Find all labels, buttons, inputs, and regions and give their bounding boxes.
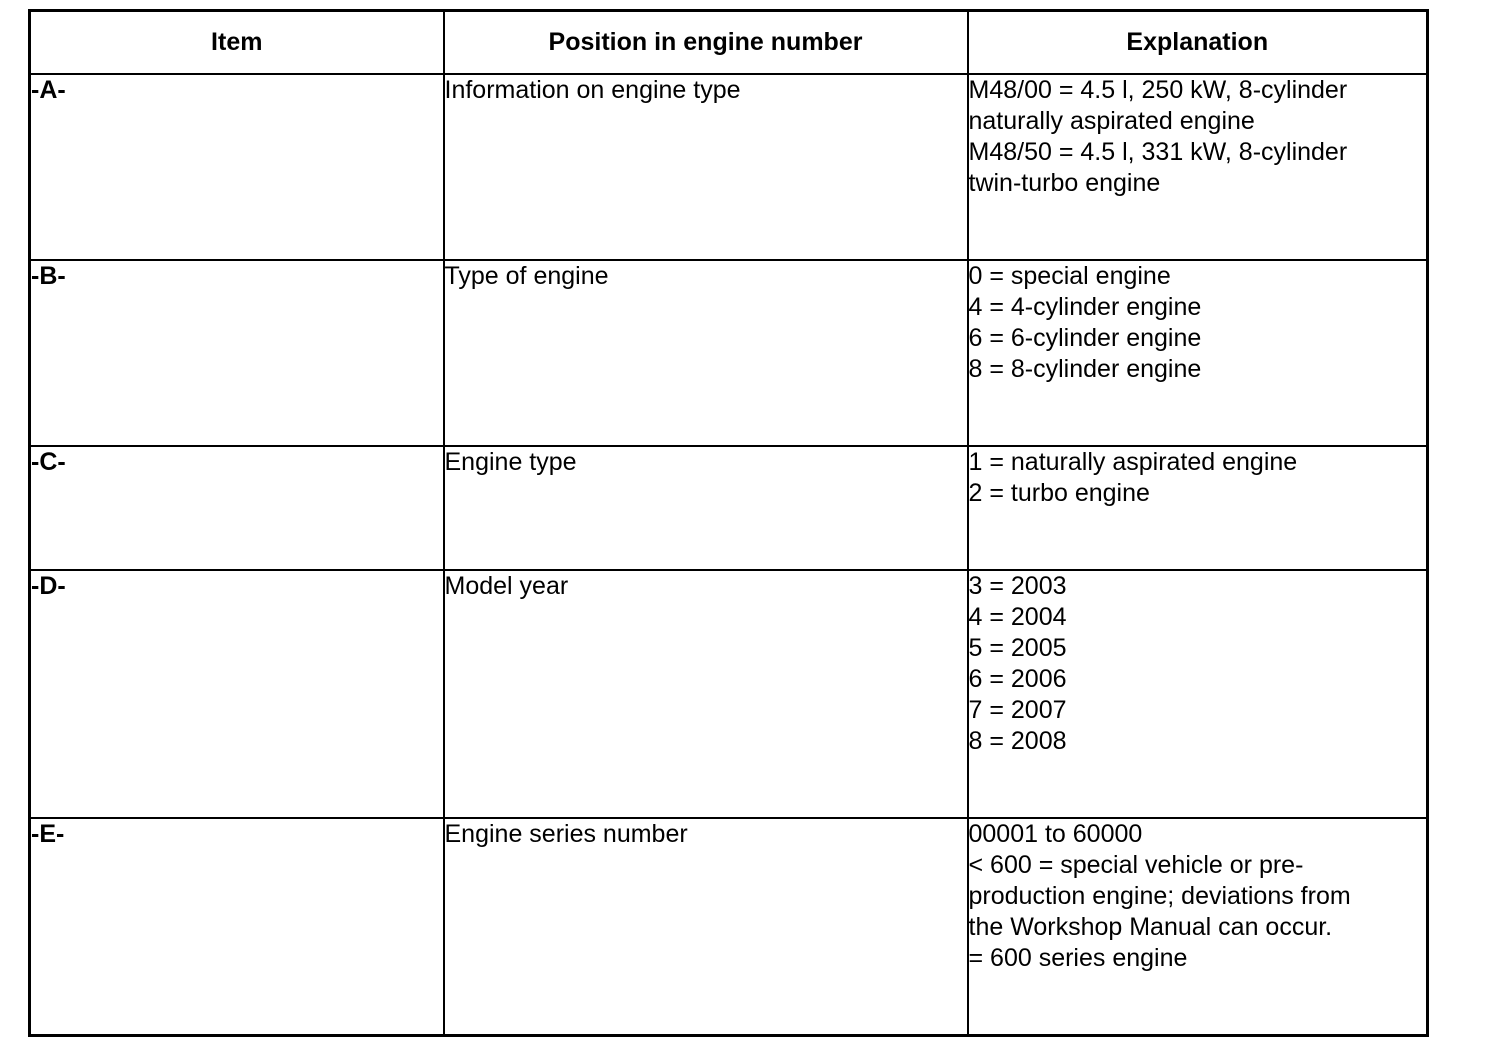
explanation-line: 1 = naturally aspirated engine <box>968 448 1298 476</box>
header-item: Item <box>30 11 444 75</box>
explanation-line: the Workshop Manual can occur. <box>968 913 1333 941</box>
explanation-line: M48/50 = 4.5 l, 331 kW, 8-cylinder <box>968 138 1348 166</box>
explanation-line: < 600 = special vehicle or pre- <box>968 851 1304 879</box>
explanation-cell <box>968 260 1428 446</box>
explanation-line: twin-turbo engine <box>968 169 1161 197</box>
explanation-cell <box>968 818 1428 1036</box>
explanation-line: 4 = 4-cylinder engine <box>968 293 1202 321</box>
explanation-line: M48/00 = 4.5 l, 250 kW, 8-cylinder <box>968 76 1348 104</box>
engine-number-table <box>28 9 1429 1037</box>
explanation-line: 7 = 2007 <box>968 696 1067 724</box>
table-row <box>30 818 1428 1036</box>
explanation-line: 3 = 2003 <box>968 572 1067 600</box>
position-cell: Information on engine type <box>444 74 968 260</box>
explanation-line: 4 = 2004 <box>968 603 1067 631</box>
item-cell: -D- <box>30 570 444 818</box>
explanation-line: 00001 to 60000 <box>968 820 1143 848</box>
explanation-line: 2 = turbo engine <box>968 479 1150 507</box>
item-cell: -B- <box>30 260 444 446</box>
position-cell: Engine type <box>444 446 968 570</box>
table-row <box>30 570 1428 818</box>
item-cell: -C- <box>30 446 444 570</box>
explanation-line: 6 = 2006 <box>968 665 1067 693</box>
header-explanation: Explanation <box>968 11 1428 75</box>
explanation-cell <box>968 570 1428 818</box>
header-position: Position in engine number <box>444 11 968 75</box>
explanation-line: 0 = special engine <box>968 262 1171 290</box>
explanation-cell <box>968 446 1428 570</box>
table-header-row <box>30 11 1428 75</box>
table-row <box>30 446 1428 570</box>
explanation-line: naturally aspirated engine <box>968 107 1255 135</box>
table-row <box>30 260 1428 446</box>
explanation-line: 6 = 6-cylinder engine <box>968 324 1202 352</box>
explanation-line: 8 = 8-cylinder engine <box>968 355 1202 383</box>
item-cell: -A- <box>30 74 444 260</box>
item-cell: -E- <box>30 818 444 1036</box>
position-cell: Engine series number <box>444 818 968 1036</box>
explanation-cell <box>968 74 1428 260</box>
explanation-line: = 600 series engine <box>968 944 1188 972</box>
explanation-line: 5 = 2005 <box>968 634 1067 662</box>
explanation-line: production engine; deviations from <box>968 882 1351 910</box>
table-row <box>30 74 1428 260</box>
position-cell: Type of engine <box>444 260 968 446</box>
position-cell: Model year <box>444 570 968 818</box>
explanation-line: 8 = 2008 <box>968 727 1067 755</box>
